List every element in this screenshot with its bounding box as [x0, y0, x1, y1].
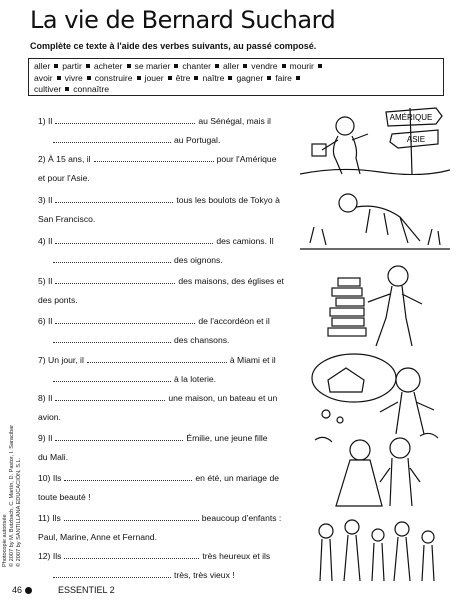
- exercise-text: Il: [48, 433, 53, 443]
- verb-line: [34, 73, 438, 85]
- answer-blank[interactable]: [55, 194, 173, 203]
- verb: naître: [202, 72, 225, 83]
- exercise-text: au Sénégal, mais il: [198, 116, 271, 126]
- exercise-text: Il: [48, 195, 53, 205]
- verb: avoir: [34, 72, 53, 83]
- exercise-number: 10): [38, 473, 51, 483]
- bullet-square-icon: [127, 64, 131, 68]
- bullet-square-icon: [243, 64, 247, 68]
- illustration-farmer-onions: [300, 183, 450, 253]
- exercise-number: 4): [38, 236, 46, 246]
- exercise-text: San Francisco.: [38, 214, 96, 224]
- answer-blank[interactable]: [53, 134, 171, 143]
- verb: chanter: [182, 61, 212, 71]
- answer-blank[interactable]: [64, 512, 199, 521]
- exercise-text: Il: [48, 393, 53, 403]
- exercise-text: tous les boulots de Tokyo à: [176, 195, 280, 205]
- answer-blank[interactable]: [53, 254, 171, 263]
- illustration-family-children: [308, 513, 448, 583]
- exercise-text: Il: [48, 316, 53, 326]
- verb: cultiver: [34, 84, 62, 94]
- bullet-square-icon: [267, 76, 271, 80]
- answer-blank[interactable]: [55, 315, 195, 324]
- verb: partir: [62, 61, 82, 71]
- exercise-text: Il: [48, 236, 53, 246]
- exercise-5: [38, 275, 300, 313]
- exercise-text: du Mali.: [38, 452, 69, 462]
- exercise-number: 2): [38, 154, 46, 164]
- exercise-12: [38, 550, 300, 588]
- exercise-number: 6): [38, 316, 46, 326]
- exercise-8: [38, 392, 300, 430]
- exercise-7: [38, 354, 300, 392]
- exercise-text: À 15 ans, il: [48, 154, 91, 164]
- answer-blank[interactable]: [55, 275, 175, 284]
- verb: vendre: [251, 61, 278, 71]
- exercise-number: 12): [38, 551, 51, 561]
- answer-blank[interactable]: [55, 115, 195, 124]
- exercise-text: Paul, Marine, Anne et Fernand.: [38, 532, 157, 542]
- bullet-square-icon: [296, 76, 300, 80]
- illustration-traveler-signpost: [300, 100, 450, 175]
- exercise-10: [38, 472, 300, 510]
- page-number: [12, 585, 32, 595]
- exercise-number: 5): [38, 276, 46, 286]
- exercise-6: [38, 315, 300, 353]
- bullet-square-icon: [318, 64, 322, 68]
- credit-line: © 2007 by M. Butzbach, C. Martín, D. Pastor, I. Saracibar: [9, 424, 15, 567]
- exercise-number: 3): [38, 195, 46, 205]
- exercise-number: 9): [38, 433, 46, 443]
- verb: gagner: [236, 72, 264, 83]
- exercise-number: 7): [38, 355, 46, 365]
- verb: faire: [275, 72, 292, 83]
- exercise-number: 1): [38, 116, 46, 126]
- exercise-text: au Portugal.: [174, 135, 221, 145]
- sign-asie: ASIE: [406, 135, 426, 144]
- verb: acheter: [93, 61, 123, 71]
- verb-line: [34, 61, 438, 73]
- copyright-sidebar: [2, 367, 22, 567]
- page-title: La vie de Bernard Suchard: [30, 6, 336, 34]
- exercise-9: [38, 432, 300, 470]
- exercise-text: pour l'Amérique: [216, 154, 277, 164]
- exercise-text: beaucoup d'enfants :: [201, 513, 282, 523]
- exercise-text: de l'accordéon et il: [198, 316, 270, 326]
- book-label: ESSENTIEL 2: [58, 585, 115, 595]
- credit-line: Photocopie autorisée: [2, 514, 8, 567]
- exercise-11: [38, 512, 300, 550]
- bullet-square-icon: [194, 76, 198, 80]
- illustration-lottery-dream: [306, 350, 446, 435]
- bullet-square-icon: [57, 76, 61, 80]
- verb: connaître: [73, 84, 110, 94]
- answer-blank[interactable]: [53, 373, 171, 382]
- answer-blank[interactable]: [94, 153, 214, 162]
- exercise-text: à Miami et il: [229, 355, 276, 365]
- exercise-text: des chansons.: [174, 335, 230, 345]
- exercise-text: des oignons.: [174, 255, 223, 265]
- bullet-square-icon: [54, 64, 58, 68]
- credit-line: © 2007 by SANTILLANA EDUCACIÓN, S.L.: [16, 457, 22, 567]
- bullet-dot-icon: [25, 587, 32, 594]
- verb: jouer: [144, 72, 164, 83]
- bullet-square-icon: [168, 76, 172, 80]
- answer-blank[interactable]: [64, 472, 192, 481]
- answer-blank[interactable]: [87, 354, 227, 363]
- verb: vivre: [64, 72, 83, 83]
- exercise-text: Un jour, il: [48, 355, 84, 365]
- verb: construire: [94, 72, 133, 83]
- exercise-2: [38, 153, 300, 191]
- answer-blank[interactable]: [53, 334, 171, 343]
- verb: se marier: [134, 61, 171, 71]
- exercise-text: toute beauté !: [38, 492, 91, 502]
- illustration-builder-bricks: [302, 258, 447, 348]
- sign-amerique: AMÉRIQUE: [389, 113, 433, 122]
- bullet-square-icon: [174, 64, 178, 68]
- exercise-text: en été, un mariage de: [195, 473, 280, 483]
- page-number-text: 46: [12, 585, 23, 595]
- exercise-text: Ils: [52, 473, 62, 483]
- verb: aller: [223, 61, 240, 71]
- answer-blank[interactable]: [64, 550, 199, 559]
- exercise-text: très heureux et ils: [202, 551, 271, 561]
- bullet-square-icon: [87, 76, 91, 80]
- bullet-square-icon: [86, 64, 90, 68]
- exercise-number: 11): [38, 513, 50, 523]
- answer-blank[interactable]: [55, 392, 165, 401]
- exercise-3: [38, 194, 300, 232]
- exercise-text: une maison, un bateau et un: [168, 393, 278, 403]
- answer-blank[interactable]: [55, 235, 213, 244]
- verb: mourir: [289, 61, 314, 71]
- verb: aller: [34, 61, 51, 71]
- bullet-square-icon: [228, 76, 232, 80]
- exercise-text: et pour l'Asie.: [38, 173, 90, 183]
- exercise-text: avion.: [38, 412, 61, 422]
- exercise-text: des camions. Il: [216, 236, 274, 246]
- answer-blank[interactable]: [55, 432, 183, 441]
- answer-blank[interactable]: [53, 569, 171, 578]
- exercise-number: 8): [38, 393, 46, 403]
- verb-list-box: [28, 58, 444, 96]
- exercise-text: Il: [48, 276, 53, 286]
- bullet-square-icon: [282, 64, 286, 68]
- bullet-square-icon: [65, 87, 69, 91]
- bullet-square-icon: [215, 64, 219, 68]
- exercise-text: Ils: [52, 513, 61, 523]
- illustration-wedding-couple: [310, 428, 445, 508]
- exercise-text: des maisons, des églises et: [178, 276, 284, 286]
- bullet-square-icon: [137, 76, 141, 80]
- verb-line: [34, 84, 438, 96]
- exercise-text: à la loterie.: [174, 374, 217, 384]
- exercise-text: très, très vieux !: [174, 570, 235, 580]
- exercise-4: [38, 235, 300, 273]
- verb: être: [175, 72, 191, 83]
- exercise-text: Il: [48, 116, 53, 126]
- exercise-text: Émilie, une jeune fille: [186, 433, 268, 443]
- exercise-1: [38, 115, 300, 153]
- exercise-text: des ponts.: [38, 295, 78, 305]
- exercise-text: Ils: [52, 551, 62, 561]
- instruction-text: Complète ce texte à l'aide des verbes suivants, au passé composé.: [30, 41, 317, 51]
